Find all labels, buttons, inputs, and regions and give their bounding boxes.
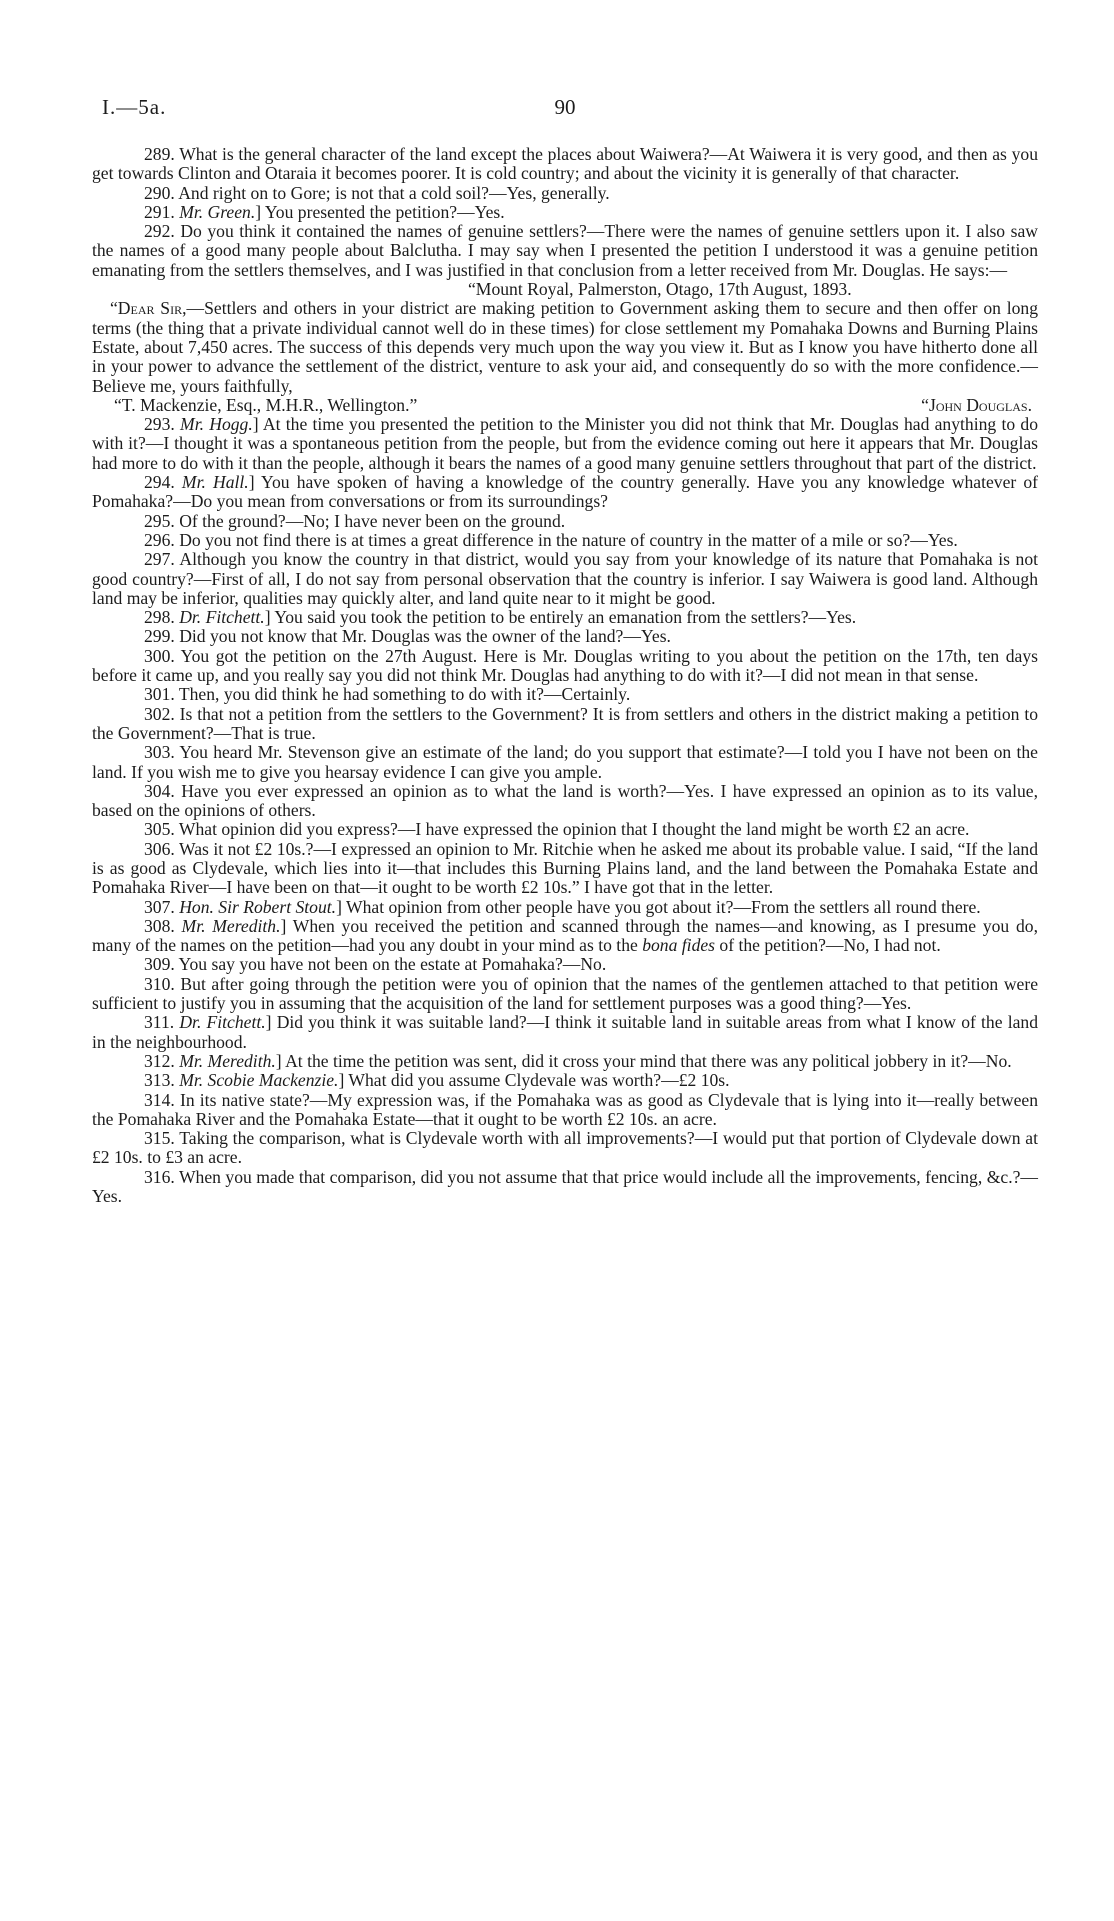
question-294: 294. Mr. Hall.] You have spoken of having a knowledge of the country generally. Have you any knowledge whatever of Pomahaka?—Do you mean from conversations or from its surroundings? xyxy=(92,472,1039,512)
question-303: 303. You heard Mr. Stevenson give an estimate of the land; do you support that estimate?—I told you I have not been on the land. If you wish me to give you hearsay evidence I can give you ample. xyxy=(92,742,1038,782)
question-number: 301 xyxy=(144,684,171,705)
question-number: 305 xyxy=(144,819,171,840)
question-305: 305. What opinion did you express?—I have expressed the opinion that I thought the land might be worth £2 an acre. xyxy=(144,819,970,840)
speaker: Hon. Sir Robert Stout. xyxy=(179,896,337,917)
question-292: 292. Do you think it contained the names of genuine settlers?—There were the names of genuine settlers upon it. I also saw the names of a good many people about Balclutha. I may say when I presented the petition I understood it was a genuine petition emanating from the settlers themselves, and I was justified in that conclusion from a letter received from Mr. Douglas. He says:— xyxy=(92,221,1038,280)
question-308: 308. Mr. Meredith.] When you received the petition and scanned through the names—and knowing, as I presume you do, many of the names on the petition—had you any doubt in your mind as to the bona fides of the petition?—No, I had not. xyxy=(92,915,1038,956)
question-313: 313. Mr. Scobie Mackenzie.] What did you assume Clydevale was worth?—£2 10s. xyxy=(144,1070,730,1091)
question-number: 300 xyxy=(144,645,171,666)
question-315: 315. Taking the comparison, what is Clydevale worth with all improvements?—I would put that portion of Clydevale down at £2 10s. to £3 an acre. xyxy=(92,1128,1038,1168)
question-text-end: of the petition?—No, I had not. xyxy=(715,935,941,956)
question-number: 314 xyxy=(144,1089,171,1110)
question-text: You heard Mr. Stevenson give an estimate of the land; do you support that estimate?—I told you I have not been on the land. If you wish me to give you hearsay evidence I can give you ample. xyxy=(92,742,1038,782)
question-290: 290. And right on to Gore; is not that a cold soil?—Yes, generally. xyxy=(144,182,610,203)
page-number: 90 xyxy=(554,95,576,119)
letter-text: —Settlers and others in your district are making petition to Government asking them to secure and then offer on long terms (the thing that a private individual cannot well do in these times) for close settlement my Pomahaka Downs and Burning Plains Estate, about 7,450 acres. The success of this depends very much upon the way you view it. But as I know you have hitherto done all in your power to advance the settlement of the district, venture to ask your aid, and consequently do so with the more confidence.—Believe me, yours faithfully, xyxy=(92,298,1038,396)
question-number: 293 xyxy=(144,414,171,435)
question-310: 310. But after going through the petition were you of opinion that the names of the gentlemen attached to that petition were sufficient to justify you in assuming that the acquisition of the land for settlement purposes was a good thing?—Yes. xyxy=(92,973,1039,1014)
letter-signoff xyxy=(92,396,1038,415)
question-number: 308 xyxy=(144,915,171,936)
question-text: And right on to Gore; is not that a cold soil?—Yes, generally. xyxy=(178,182,610,203)
question-289: 289. What is the general character of the land except the places about Waiwera?—At Waiwera it is very good, and then as you get towards Clinton and Otaraia it becomes poorer. It is cold country; and about the vicinity it is generally of that character. xyxy=(92,144,1038,184)
question-text: You got the petition on the 27th August. Here is Mr. Douglas writing to you about the petition on the 17th, ten days before it came up, and you really say you did not think Mr. Douglas had anything to do with it?—I did not mean in that sense. xyxy=(92,645,1038,686)
question-text: You said you took the petition to be entirely an emanation from the settlers?—Yes. xyxy=(274,607,857,628)
question-312: 312. Mr. Meredith.] At the time the petition was sent, did it cross your mind that there was any political jobbery in it?—No. xyxy=(144,1050,1012,1071)
letter-body xyxy=(92,299,1038,395)
speaker: Dr. Fitchett. xyxy=(179,1012,266,1033)
letter-addressee: “T. Mackenzie, Esq., M.H.R., Wellington.” xyxy=(114,394,418,415)
question-text: When you made that comparison, did you not assume that that price would include all the improvements, fencing, &c.?—Yes. xyxy=(92,1166,1038,1207)
question-text: Do you not find there is at times a great difference in the nature of country in the matter of a mile or so?—Yes. xyxy=(179,529,958,550)
speaker: Mr. Hall. xyxy=(181,472,249,493)
question-number: 315 xyxy=(144,1128,171,1149)
question-311: 311. Dr. Fitchett.] Did you think it was suitable land?—I think it suitable land in suitable areas from what I know of the land in the neighbourhood. xyxy=(92,1012,1039,1052)
question-text: Do you think it contained the names of genuine settlers?—There were the names of genuine settlers upon it. I also saw the names of a good many people about Balclutha. I may say when I presented the petition I understood it was a genuine petition emanating from the settlers themselves, and I was justified in that conclusion from a letter received from Mr. Douglas. He says:— xyxy=(92,221,1038,280)
question-text: Was it not £2 10s.?—I expressed an opinion to Mr. Ritchie when he asked me about its probable value. I said, “If the land is as good as Clydevale, which lies into it—that includes this Burning Plains land, and the land between the Pomahaka Estate and Pomahaka River—I have been on that—it ought to be worth £2 10s.” I have got that in the letter. xyxy=(92,838,1038,898)
question-298: 298. Dr. Fitchett.] You said you took the petition to be entirely an emanation from the settlers?—Yes. xyxy=(144,607,857,628)
question-text: In its native state?—My expression was, if the Pomahaka was as good as Clydevale that is lying into it—really between the Pomahaka River and the Pomahaka Estate—that it ought to be worth £2 10s. an acre. xyxy=(92,1089,1038,1129)
question-text: At the time you presented the petition to the Minister you did not think that Mr. Douglas had anything to do with it?—I thought it was a spontaneous petition from the people, but from the evidence coming out here it appears that Mr. Douglas had more to do with it than the people, although it bears the names of a good many genuine settlers throughout that part of the district. xyxy=(92,414,1038,473)
question-number: 298 xyxy=(144,607,171,628)
question-295: 295. Of the ground?—No; I have never been on the ground. xyxy=(144,510,566,531)
question-text: You say you have not been on the estate at Pomahaka?—No. xyxy=(178,954,607,975)
question-number: 302 xyxy=(144,703,171,724)
question-number: 297 xyxy=(144,549,171,570)
question-302: 302. Is that not a petition from the settlers to the Government? It is from settlers and others in the district making a petition to the Government?—That is true. xyxy=(92,703,1039,743)
speaker: Mr. Green. xyxy=(179,201,256,222)
question-number: 290 xyxy=(144,182,171,203)
question-text: Did you think it was suitable land?—I think it suitable land in suitable areas from what I know of the land in the neighbourhood. xyxy=(92,1012,1039,1052)
question-text: What opinion did you express?—I have expressed the opinion that I thought the land might be worth £2 an acre. xyxy=(178,819,970,840)
question-number: 306 xyxy=(144,838,171,859)
question-304: 304. Have you ever expressed an opinion as to what the land is worth?—Yes. I have expressed an opinion as to its value, based on the opinions of others. xyxy=(92,780,1039,821)
question-301: 301. Then, you did think he had something to do with it?—Certainly. xyxy=(144,684,631,705)
question-text: At the time the petition was sent, did it cross your mind that there was any political jobbery in it?—No. xyxy=(285,1050,1012,1071)
question-306: 306. Was it not £2 10s.?—I expressed an opinion to Mr. Ritchie when he asked me about its probable value. I said, “If the land is as good as Clydevale, which lies into it—that includes this Burning Plains land, and the land between the Pomahaka Estate and Pomahaka River—I have been on that—it ought to be worth £2 10s.” I have got that in the letter. xyxy=(92,838,1038,898)
question-296: 296. Do you not find there is at times a great difference in the nature of country in the matter of a mile or so?—Yes. xyxy=(144,529,958,550)
question-number: 296 xyxy=(144,529,171,550)
question-300: 300. You got the petition on the 27th August. Here is Mr. Douglas writing to you about the petition on the 17th, ten days before it came up, and you really say you did not think Mr. Douglas had anything to do with it?—I did not mean in that sense. xyxy=(92,645,1038,686)
letter-signature: “John Douglas. xyxy=(921,394,1032,415)
question-text: When you received the petition and scanned through the names—and knowing, as I presume you do, many of the names on the petition—had you any doubt in your mind as to the xyxy=(92,915,1038,956)
speaker: Mr. Hogg. xyxy=(180,414,253,435)
question-number: 289 xyxy=(144,144,171,164)
question-297: 297. Although you know the country in that district, would you say from your knowledge of its nature that Pomahaka is not good country?—First of all, I do not say from personal observation that the country is inferior. I say Waiwera is good land. Although land may be inferior, qualities may quickly alter, and land quite near to it might be good. xyxy=(92,549,1039,608)
question-text: Then, you did think he had something to do with it?—Certainly. xyxy=(178,684,631,705)
letter-salutation: “Dear Sir, xyxy=(110,298,187,319)
question-text: But after going through the petition were you of opinion that the names of the gentlemen attached to that petition were sufficient to justify you in assuming that the acquisition of the land for settlement purposes was a good thing?—Yes. xyxy=(92,973,1039,1014)
question-number: 313 xyxy=(144,1070,171,1091)
speaker: Dr. Fitchett. xyxy=(179,607,265,628)
document-body xyxy=(92,145,1038,1206)
italic-term: bona fides xyxy=(642,935,716,956)
speaker: Mr. Meredith. xyxy=(179,1050,276,1071)
page-header xyxy=(92,95,1038,145)
question-text: What did you assume Clydevale was worth?—£2 10s. xyxy=(348,1070,730,1091)
question-309: 309. You say you have not been on the estate at Pomahaka?—No. xyxy=(144,954,607,975)
question-291: 291. Mr. Green.] You presented the petition?—Yes. xyxy=(144,201,505,222)
question-293: 293. Mr. Hogg.] At the time you presented the petition to the Minister you did not think that Mr. Douglas had anything to do with it?—I thought it was a spontaneous petition from the people, but from the evidence coming out here it appears that Mr. Douglas had more to do with it than the people, although it bears the names of a good many genuine settlers throughout that part of the district. xyxy=(92,414,1038,473)
document-reference: I.—5a. xyxy=(102,95,167,119)
question-text: Of the ground?—No; I have never been on the ground. xyxy=(179,510,566,531)
question-number: 299 xyxy=(144,626,171,647)
question-text: What is the general character of the land except the places about Waiwera?—At Waiwera it is very good, and then as you get towards Clinton and Otaraia it becomes poorer. It is cold country; and about the vicinity it is generally of that character. xyxy=(92,144,1038,184)
question-number: 316 xyxy=(144,1166,171,1187)
speaker: Mr. Meredith. xyxy=(181,915,281,936)
question-number: 312 xyxy=(144,1050,171,1071)
question-314: 314. In its native state?—My expression was, if the Pomahaka was as good as Clydevale that is lying into it—really between the Pomahaka River and the Pomahaka Estate—that it ought to be worth £2 10s. an acre. xyxy=(92,1089,1038,1129)
question-number: 307 xyxy=(144,896,171,917)
question-number: 303 xyxy=(144,742,171,763)
letter-date-line: “Mount Royal, Palmerston, Otago, 17th August, 1893. xyxy=(468,279,852,300)
question-text: Did you not know that Mr. Douglas was the owner of the land?—Yes. xyxy=(179,626,671,647)
question-text: What opinion from other people have you got about it?—From the settlers all round there. xyxy=(346,896,981,917)
question-316: 316. When you made that comparison, did you not assume that that price would include all the improvements, fencing, &c.?—Yes. xyxy=(92,1166,1038,1207)
question-number: 292 xyxy=(144,221,171,242)
question-number: 291 xyxy=(144,201,171,222)
question-number: 294 xyxy=(144,472,171,493)
question-307: 307. Hon. Sir Robert Stout.] What opinion from other people have you got about it?—From the settlers all round there. xyxy=(144,896,981,917)
question-text: Is that not a petition from the settlers to the Government? It is from settlers and others in the district making a petition to the Government?—That is true. xyxy=(92,703,1039,743)
question-number: 309 xyxy=(144,954,171,975)
question-text: You presented the petition?—Yes. xyxy=(264,201,505,222)
question-299: 299. Did you not know that Mr. Douglas was the owner of the land?—Yes. xyxy=(144,626,671,647)
question-text: Taking the comparison, what is Clydevale worth with all improvements?—I would put that portion of Clydevale down at £2 10s. to £3 an acre. xyxy=(92,1128,1038,1168)
question-number: 311 xyxy=(144,1012,170,1033)
question-number: 304 xyxy=(144,780,171,801)
speaker: Mr. Scobie Mackenzie. xyxy=(179,1070,339,1091)
question-text: You have spoken of having a knowledge of the country generally. Have you any knowledge whatever of Pomahaka?—Do you mean from conversations or from its surroundings? xyxy=(92,472,1039,512)
question-text: Have you ever expressed an opinion as to what the land is worth?—Yes. I have expressed an opinion as to its value, based on the opinions of others. xyxy=(92,780,1039,821)
question-number: 295 xyxy=(144,510,171,531)
question-text: Although you know the country in that district, would you say from your knowledge of its nature that Pomahaka is not good country?—First of all, I do not say from personal observation that the country is inferior. I say Waiwera is good land. Although land may be inferior, qualities may quickly alter, and land quite near to it might be good. xyxy=(92,549,1039,608)
question-number: 310 xyxy=(144,973,171,994)
